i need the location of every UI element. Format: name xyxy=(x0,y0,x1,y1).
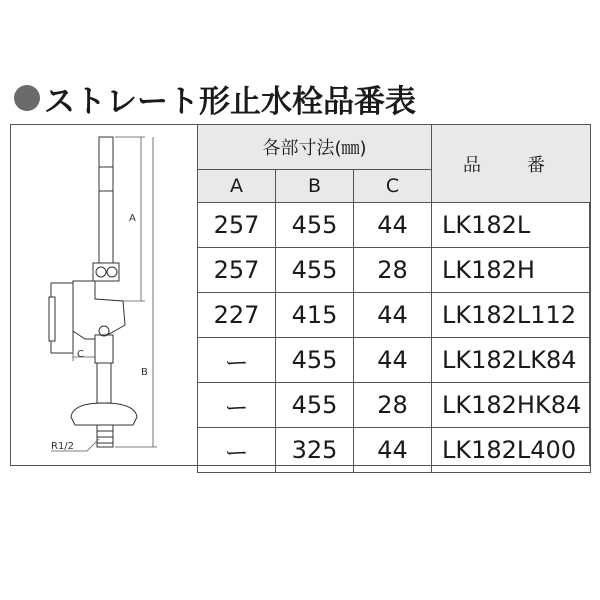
cell-b: 455 xyxy=(276,203,354,248)
cell-c: 44 xyxy=(354,293,432,338)
cell-a: ー xyxy=(198,338,276,383)
cell-c: 28 xyxy=(354,383,432,428)
cell-a: 257 xyxy=(198,248,276,293)
cell-model: LK182L400 xyxy=(432,428,591,473)
cell-model: LK182LK84 xyxy=(432,338,591,383)
spec-frame xyxy=(10,124,590,466)
cell-a: 257 xyxy=(198,203,276,248)
column-header-b: B xyxy=(276,170,354,203)
thread-label: R1/2 xyxy=(51,441,75,452)
dim-label-c: C xyxy=(77,349,84,360)
faucet-drawing xyxy=(11,125,197,465)
table-row xyxy=(198,428,591,473)
table-row xyxy=(198,383,591,428)
cell-c: 44 xyxy=(354,203,432,248)
cell-b: 415 xyxy=(276,293,354,338)
dim-label-b: B xyxy=(141,367,148,378)
table-row xyxy=(198,293,591,338)
spec-table xyxy=(197,124,591,473)
cell-a: ー xyxy=(198,428,276,473)
table-row xyxy=(198,203,591,248)
column-header-a: A xyxy=(198,170,276,203)
page-title xyxy=(14,78,416,118)
dimensions-header: 各部寸法(㎜) xyxy=(198,125,432,170)
cell-c: 28 xyxy=(354,248,432,293)
cell-b: 455 xyxy=(276,383,354,428)
cell-b: 455 xyxy=(276,248,354,293)
cell-model: LK182HK84 xyxy=(432,383,591,428)
cell-model: LK182H xyxy=(432,248,591,293)
table-row xyxy=(198,338,591,383)
cell-a: 227 xyxy=(198,293,276,338)
cell-b: 455 xyxy=(276,338,354,383)
cell-model: LK182L112 xyxy=(432,293,591,338)
cell-b: 325 xyxy=(276,428,354,473)
cell-a: ー xyxy=(198,383,276,428)
table-row xyxy=(198,248,591,293)
title-text: ストレート形止水栓品番表 xyxy=(44,83,416,120)
model-header: 品 番 xyxy=(432,125,591,203)
column-header-c: C xyxy=(354,170,432,203)
cell-c: 44 xyxy=(354,428,432,473)
cell-c: 44 xyxy=(354,338,432,383)
dim-label-a: A xyxy=(129,213,136,224)
bullet-icon xyxy=(14,85,40,111)
cell-model: LK182L xyxy=(432,203,591,248)
